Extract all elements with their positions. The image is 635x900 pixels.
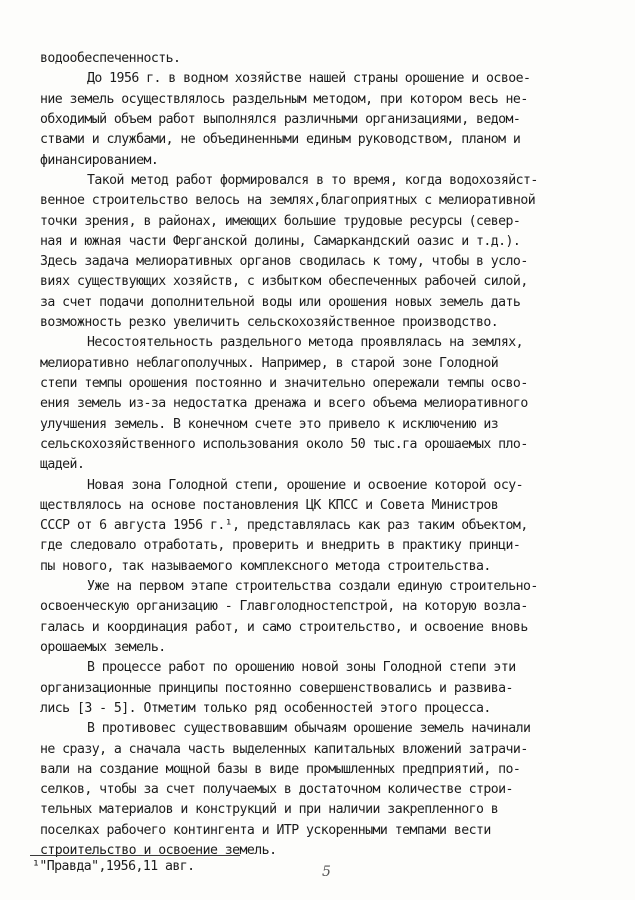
text-line: точки зрения, в районах, имеющих большие трудовые ресурсы (север- [40, 213, 521, 229]
text-line: пы нового, так называемого комплексного метода строительства. [40, 558, 491, 574]
text-line: тельных материалов и конструкций и при наличии закрепленного в [40, 802, 499, 818]
text-line: ние земель осуществлялось раздельным методом, при котором весь не- [40, 91, 528, 107]
text-line: Новая зона Голодной степи, орошение и освоение которой осу- [87, 477, 523, 493]
text-line: галась и координация работ, и само строительство, и освоение вновь [40, 619, 528, 635]
text-line: возможность резко увеличить сельскохозяйственное производство. [40, 315, 499, 330]
text-line: Такой метод работ формировался в то время, когда водохозяйст- [87, 172, 538, 188]
text-line: сельскохозяйственного использования около 50 тыс.га орошаемых пло- [40, 436, 528, 452]
text-line: селков, чтобы за счет получаемых в достаточном количестве строи- [40, 782, 513, 798]
text-line: виях существующих хозяйств, с избытком обеспеченных рабочей силой, [40, 274, 528, 290]
text-line: Уже на первом этапе строительства создали единую строительно- [87, 579, 538, 594]
text-line: не сразу, а сначала часть выделенных капитальных вложений затрачи- [40, 741, 528, 757]
text-line: Несостоятельность раздельного метода проявлялась на землях, [87, 335, 523, 351]
text-line: орошаемых земель. [40, 639, 166, 655]
text-line: мелиоративно неблагополучных. Например, в старой зоне Голодной [40, 355, 499, 371]
text-line: степи темпы орошения постоянно и значительно опережали темпы осво- [40, 375, 528, 391]
text-line: вали на создание мощной базы в виде промышленных предприятий, по- [40, 761, 521, 777]
footnote: ¹"Правда",1956,11 авг. [32, 859, 195, 874]
footnote-divider [30, 855, 240, 856]
text-line: ения земель из-за недостатка дренажа и всего объема мелиоративного [40, 396, 528, 412]
text-line: щадей. [40, 457, 85, 473]
text-line: водообеспеченность. [40, 51, 181, 66]
text-line: До 1956 г. в водном хозяйстве нашей страны орошение и освое- [87, 71, 531, 87]
text-line: улучшения земель. В конечном счете это привело к исключению из [40, 416, 499, 432]
text-line: В противовес существовавшим обычаям орошение земель начинали [87, 721, 531, 737]
text-line: ществлялось на основе постановления ЦК КПСС и Совета Министров [40, 497, 499, 513]
text-line: обходимый объем работ выполнялся различными организациями, ведом- [40, 111, 521, 127]
text-line: ная и южная части Ферганской долины, Самаркандский оазис и т.д.). [40, 233, 521, 249]
text-line: строительство и освоение земель. [40, 843, 277, 858]
text-line: освоенческую организацию - Главголодностепстрой, на которую возла- [40, 599, 528, 615]
text-line: организационные принципы постоянно совершенствовались и развива- [40, 680, 513, 696]
text-line: финансированием. [40, 152, 159, 168]
text-line: за счет подачи дополнительной воды или орошения новых земель дать [40, 294, 521, 310]
page-number: 5 [322, 864, 331, 880]
text-line: венное строительство велось на землях,благоприятных с мелиоративной [40, 193, 536, 209]
text-line: СССР от 6 августа 1956 г.¹, представлялась как раз таким объектом, [40, 518, 528, 534]
text-line: где следовало отработать, проверить и внедрить в практику принци- [40, 538, 521, 554]
text-line: лись [3 - 5]. Отметим только ряд особенностей этого процесса. [40, 700, 491, 716]
text-line: ствами и службами, не объединенными единым руководством, планом и [40, 132, 521, 148]
text-line: В процессе работ по орошению новой зоны Голодной степи эти [87, 660, 516, 676]
text-line: поселках рабочего контингента и ИТР ускоренными темпами вести [40, 822, 491, 838]
text-line: Здесь задача мелиоративных органов сводилась к тому, чтобы в усло- [40, 254, 528, 270]
